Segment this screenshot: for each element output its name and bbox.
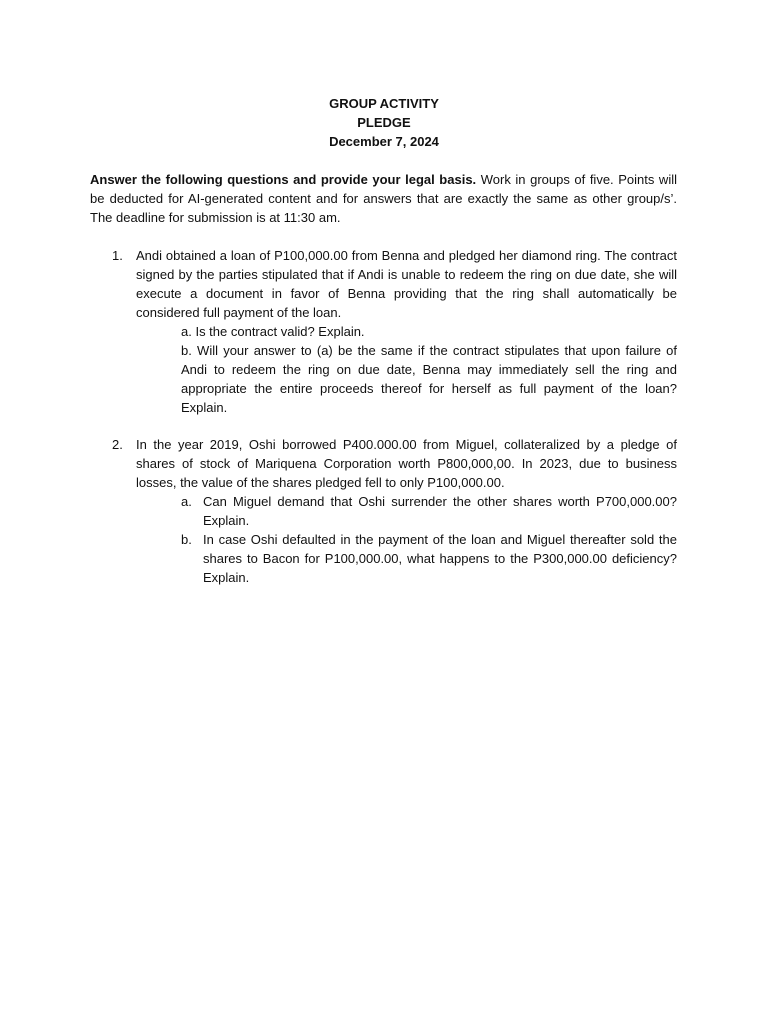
question-1-row: [90, 246, 677, 322]
document-header: [0, 94, 768, 151]
question-1-number: 1.: [112, 248, 123, 263]
question-2: [90, 435, 677, 587]
question-2-sub-b-label: b.: [181, 532, 192, 547]
question-2-number: 2.: [112, 437, 123, 452]
instructions-body: Work in groups of five. Points will be deducted for AI-generated content and for answers that are exactly the same as other group/s’. The deadline for submission is at 11:30 am.: [90, 172, 677, 225]
question-1: [90, 246, 677, 417]
instructions-paragraph: [90, 170, 677, 227]
topic-title: PLEDGE: [357, 115, 411, 130]
question-2-sub-b-text: In case Oshi defaulted in the payment of the loan and Miguel thereafter sold the shares to Bacon for P100,000.00, what happens to the P300,000.00 deficiency? Explain.: [203, 532, 677, 585]
question-2-sub-a-label: a.: [181, 494, 192, 509]
question-2-text: In the year 2019, Oshi borrowed P400.000.00 from Miguel, collateralized by a pledge of shares of stock of Mariquena Corporation worth P800,000,00. In 2023, due to business losses, the value of the shares pledged fell to only P100,000.00.: [136, 437, 677, 490]
question-2-sub-a: [181, 492, 677, 530]
activity-title: GROUP ACTIVITY: [329, 96, 439, 111]
question-1-sub-b: b. Will your answer to (a) be the same if the contract stipulates that upon failure of Andi to redeem the ring on due date, Benna may immediately sell the ring and appropriate the entire proceeds thereof for herself as full payment of the loan? Explain.: [181, 343, 677, 415]
question-2-sub-b: [181, 530, 677, 587]
question-2-row: [90, 435, 677, 492]
instructions-lead: Answer the following questions and provide your legal basis.: [90, 172, 477, 187]
activity-date: December 7, 2024: [329, 134, 439, 149]
question-1-text: Andi obtained a loan of P100,000.00 from Benna and pledged her diamond ring. The contract signed by the parties stipulated that if Andi is unable to redeem the ring on due date, she will execute a document in favor of Benna providing that the ring shall automatically be considered full payment of the loan.: [136, 248, 677, 320]
question-2-sub-a-text: Can Miguel demand that Oshi surrender the other shares worth P700,000.00? Explain.: [203, 494, 677, 528]
question-1-sub-a: a. Is the contract valid? Explain.: [181, 324, 365, 339]
